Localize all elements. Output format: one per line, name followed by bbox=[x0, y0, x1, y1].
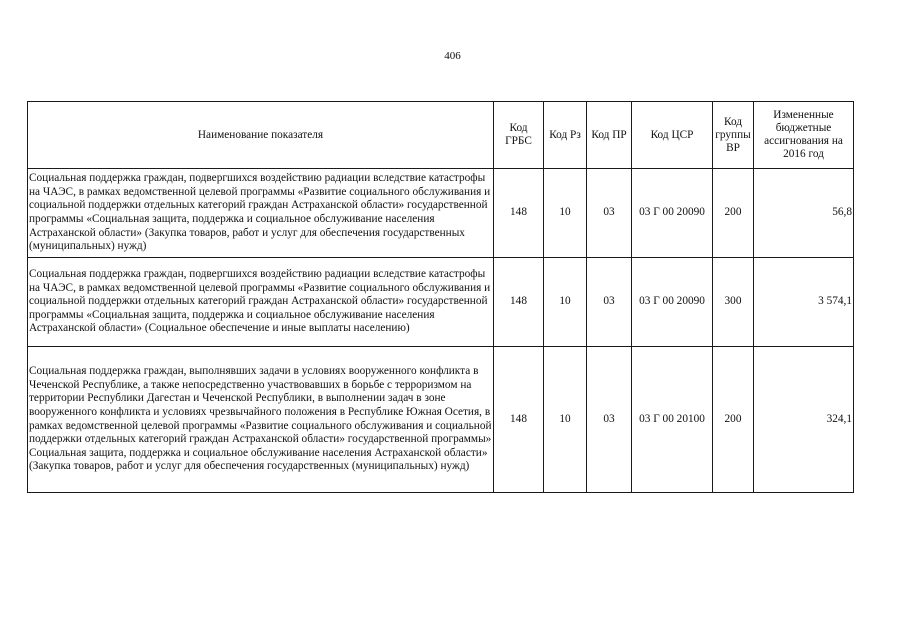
page-number: 406 bbox=[444, 50, 461, 62]
row-vr: 300 bbox=[713, 258, 754, 347]
row-grbs: 148 bbox=[494, 258, 544, 347]
row-csr: 03 Г 00 20090 bbox=[632, 258, 713, 347]
row-rz: 10 bbox=[544, 258, 587, 347]
row-pr: 03 bbox=[587, 347, 632, 493]
header-grbs: Код ГРБС bbox=[494, 102, 544, 169]
header-rz: Код Рз bbox=[544, 102, 587, 169]
table-row bbox=[28, 258, 854, 347]
header-name: Наименование показателя bbox=[28, 102, 494, 169]
table-row bbox=[28, 347, 854, 493]
header-amount: Измененные бюджетные ассигнования на 2016 год bbox=[754, 102, 854, 169]
budget-table bbox=[27, 101, 854, 493]
row-pr: 03 bbox=[587, 169, 632, 258]
row-pr: 03 bbox=[587, 258, 632, 347]
row-amount: 3 574,1 bbox=[754, 258, 854, 347]
row-name: Социальная поддержка граждан, подвергшихся воздействию радиации вследствие катастрофы на ЧАЭС, в рамках ведомственной целевой программы «Развитие социального обслуживания и социальной поддержки отдельных категорий граждан Астраханской области» государственной программы «Социальная защита, поддержка и социальное обслуживание населения Астраханской области» (Социальное обеспечение и иные выплаты населению) bbox=[28, 258, 494, 347]
row-name: Социальная поддержка граждан, выполнявших задачи в условиях вооруженного конфликта в Чеченской Республике, а также непосредственно участвовавших в борьбе с терроризмом на территории Республики Дагестан и Чеченской Республики, в выполнении задач в зоне вооруженного конфликта и условиях чрезвычайного положения в Республике Южная Осетия, в рамках ведомственной целевой программы «Развитие социального обслуживания и социальной поддержки отдельных категорий граждан Астраханской области» государственной программы» Социальная защита, поддержка и социальное обслуживание населения Астраханской области» (Закупка товаров, работ и услуг для обеспечения государственных (муниципальных) нужд) bbox=[28, 347, 494, 493]
row-grbs: 148 bbox=[494, 347, 544, 493]
header-pr: Код ПР bbox=[587, 102, 632, 169]
table-header-row bbox=[28, 102, 854, 169]
row-amount: 324,1 bbox=[754, 347, 854, 493]
row-vr: 200 bbox=[713, 347, 754, 493]
row-grbs: 148 bbox=[494, 169, 544, 258]
header-csr: Код ЦСР bbox=[632, 102, 713, 169]
row-rz: 10 bbox=[544, 169, 587, 258]
row-csr: 03 Г 00 20090 bbox=[632, 169, 713, 258]
row-rz: 10 bbox=[544, 347, 587, 493]
row-csr: 03 Г 00 20100 bbox=[632, 347, 713, 493]
table-row bbox=[28, 169, 854, 258]
header-vr: Код группы ВР bbox=[713, 102, 754, 169]
row-name: Социальная поддержка граждан, подвергшихся воздействию радиации вследствие катастрофы на ЧАЭС, в рамках ведомственной целевой программы «Развитие социального обслуживания и социальной поддержки отдельных категорий граждан Астраханской области» государственной программы «Социальная защита, поддержка и социальное обслуживание населения Астраханской области» (Закупка товаров, работ и услуг для обеспечения государственных (муниципальных) нужд) bbox=[28, 169, 494, 258]
row-amount: 56,8 bbox=[754, 169, 854, 258]
row-vr: 200 bbox=[713, 169, 754, 258]
